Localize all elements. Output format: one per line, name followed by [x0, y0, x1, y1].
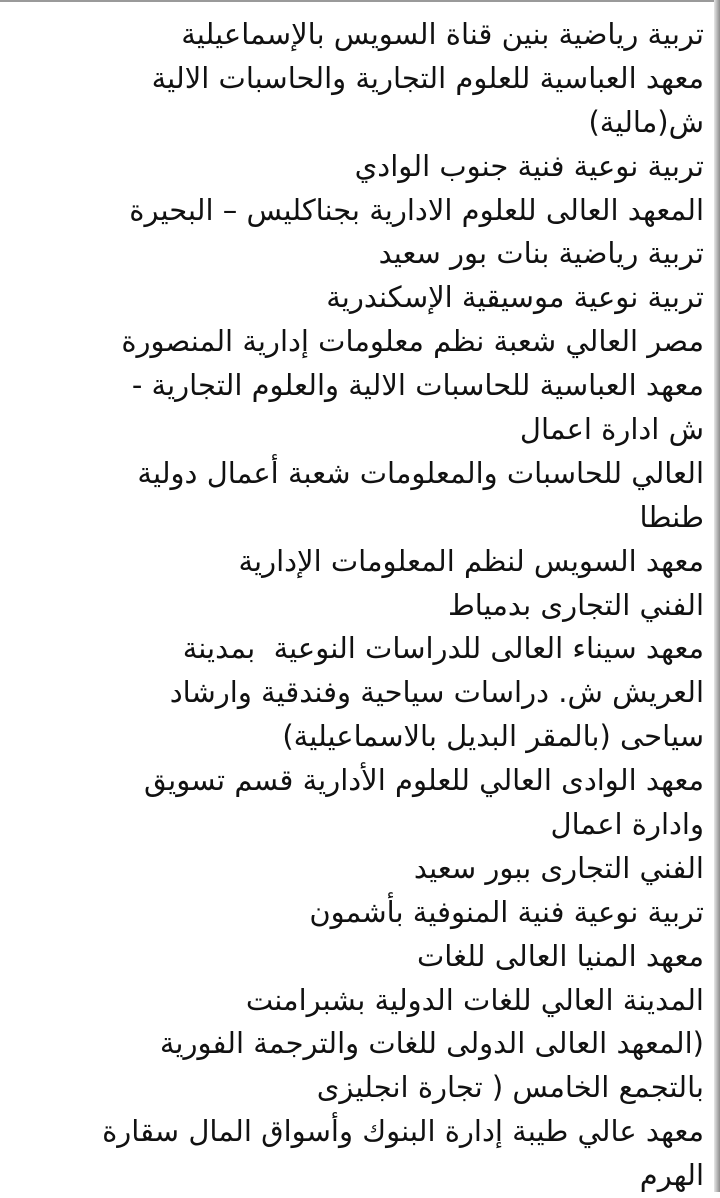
top-edge-divider	[0, 0, 720, 2]
text-line: تربية نوعية موسيقية الإسكندرية	[326, 280, 704, 315]
text-line: تربية نوعية فنية المنوفية بأشمون	[309, 894, 704, 929]
text-line: الفني التجارى بدمياط	[447, 587, 704, 622]
text-line: وادارة اعمال	[550, 807, 704, 842]
text-line: تربية رياضية بنات بور سعيد	[378, 236, 704, 271]
text-line: معهد العباسية للحاسبات الالية والعلوم التجارية -	[131, 368, 704, 403]
text-line: معهد المنيا العالى للغات	[416, 938, 704, 973]
text-line: (المعهد العالى الدولى للغات والترجمة الفورية	[159, 1026, 704, 1061]
text-line: ش(مالية)	[588, 104, 704, 139]
text-line: تربية رياضية بنين قناة السويس بالإسماعيلية	[181, 17, 704, 51]
text-line: بالتجمع الخامس ( تجارة انجليزى	[316, 1070, 704, 1105]
text-line: الفني التجارى ببور سعيد	[413, 850, 704, 885]
text-line: معهد العباسية للعلوم التجارية والحاسبات الالية	[151, 60, 704, 95]
text-line: سياحى (بالمقر البديل بالاسماعيلية)	[282, 719, 704, 754]
text-line: طنطا	[639, 499, 704, 534]
text-line: معهد عالي طيبة إدارة البنوك وأسواق المال سقارة	[102, 1114, 704, 1149]
text-line: المدينة العالي للغات الدولية بشبرامنت	[245, 982, 704, 1017]
text-line: ش ادارة اعمال	[519, 412, 704, 447]
text-line: مصر العالي شعبة نظم معلومات إدارية المنصورة	[121, 324, 704, 359]
text-line: المعهد العالى للعلوم الادارية بجناكليس – البحيرة	[129, 192, 704, 227]
text-line: العريش ش. دراسات سياحية وفندقية وارشاد	[169, 675, 704, 710]
text-line: معهد السويس لنظم المعلومات الإدارية	[238, 543, 704, 578]
text-line: تربية نوعية فنية جنوب الوادي	[354, 148, 704, 183]
text-line: معهد الوادى العالي للعلوم الأدارية قسم تسويق	[143, 763, 704, 798]
text-line: العالي للحاسبات والمعلومات شعبة أعمال دولية	[137, 455, 704, 490]
institute-list-document	[4, 13, 704, 1198]
text-line: الهرم	[639, 1158, 704, 1193]
text-line: معهد سيناء العالى للدراسات النوعية بمدينة	[182, 631, 704, 666]
scroll-edge	[714, 0, 720, 1192]
